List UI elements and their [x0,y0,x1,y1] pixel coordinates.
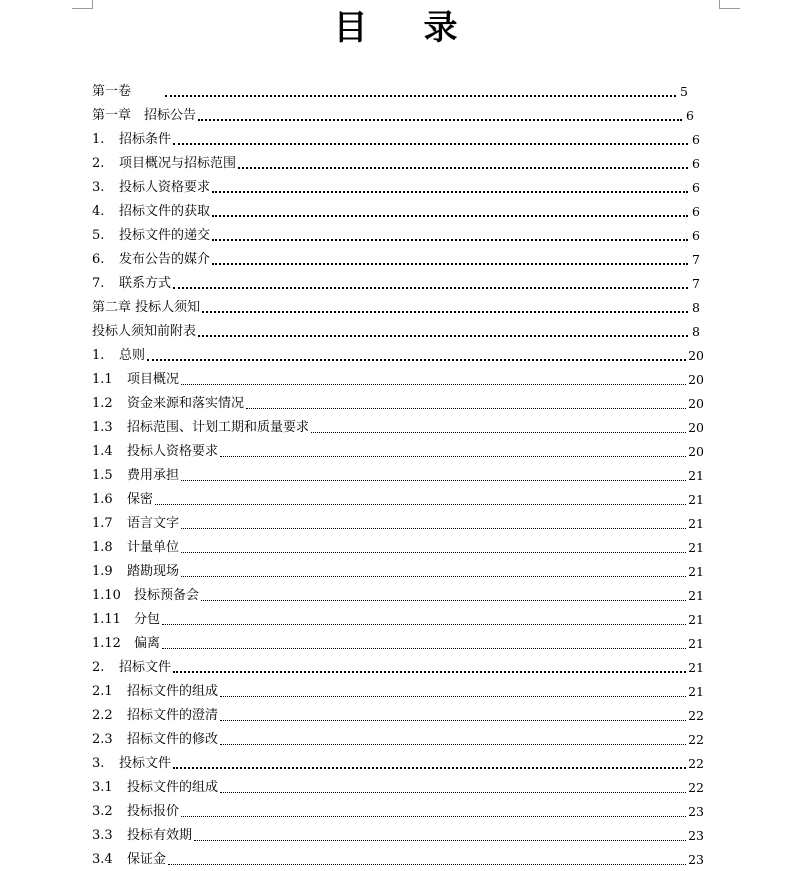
toc-leader-dots [246,408,686,409]
toc-entry-heading [92,659,171,676]
toc-page-number: 23 [688,852,704,867]
toc-entry[interactable] [92,148,704,172]
toc-entry-number: 1.12 [92,636,121,651]
toc-entry-label: 投标文件的组成 [127,780,219,795]
toc-entry-heading [92,395,244,412]
toc-entry-heading [92,611,160,628]
toc-entry-heading [92,539,179,556]
toc-leader-dots [155,504,686,505]
toc-leader-dots [165,95,676,97]
toc-entry-label: 招标文件的获取 [119,204,211,219]
toc-entry-label: 联系方式 [119,276,172,291]
toc-entry-heading [92,707,218,724]
toc-entry-number: 3. [92,180,105,195]
toc-entry-heading [92,731,218,748]
toc-page-number: 6 [692,228,700,243]
toc-entry-number: 1.7 [92,516,113,531]
toc-leader-dots [162,624,686,625]
toc-entry-label: 招标文件的修改 [127,732,219,747]
toc-entry[interactable] [92,244,704,268]
toc-entry[interactable] [92,580,704,604]
toc-leader-dots [181,552,686,553]
toc-entry[interactable] [92,772,704,796]
toc-entry[interactable] [92,412,704,436]
toc-leader-dots [220,720,686,721]
toc-entry[interactable] [92,436,704,460]
toc-entry-number: 1.1 [92,372,113,387]
toc-leader-dots [212,191,688,193]
toc-leader-dots [220,456,686,457]
toc-page-number: 20 [688,372,704,387]
toc-entry-label: 投标报价 [127,804,180,819]
toc-entry-heading [92,275,171,292]
toc-entry-number: 3.3 [92,828,113,843]
toc-page-number: 8 [692,324,700,339]
toc-entry-heading [92,563,179,580]
toc-entry-label: 招标条件 [119,132,172,147]
toc-page-number: 7 [692,252,700,267]
toc-entry-label: 投标人资格要求 [127,444,219,459]
toc-entry-number: 1.10 [92,588,121,603]
toc-leader-dots [173,671,686,673]
toc-entry-number: 2.2 [92,708,113,723]
toc-leader-dots [168,864,686,865]
toc-leader-dots [220,744,686,745]
toc-entry[interactable] [92,100,704,124]
toc-entry-heading [92,347,145,364]
toc-page-number: 20 [688,348,704,363]
toc-entry-label: 分包 [134,612,161,627]
toc-leader-dots [220,696,686,697]
toc-entry-heading [92,131,171,148]
toc-entry-heading [92,299,200,316]
toc-entry-heading [92,803,179,820]
toc-page-number: 21 [688,492,704,507]
toc-entry[interactable] [92,724,704,748]
toc-leader-dots [238,167,688,169]
toc-entry-number: 1.8 [92,540,113,555]
toc-entry[interactable] [92,628,704,652]
toc-entry-heading [92,323,196,340]
toc-entry-heading [92,371,179,388]
toc-entry[interactable] [92,196,704,220]
toc-entry[interactable] [92,748,704,772]
toc-leader-dots [212,263,688,265]
toc-page-number: 21 [688,636,704,651]
toc-page-number: 23 [688,804,704,819]
toc-entry[interactable] [92,76,704,100]
toc-entry[interactable] [92,652,704,676]
toc-page-number: 21 [688,540,704,555]
toc-entry-label: 第一卷 [92,84,132,99]
toc-entry-number: 1.3 [92,420,113,435]
toc-entry[interactable] [92,124,704,148]
toc-entry-label: 偏离 [134,636,161,651]
toc-entry-label: 招标文件的澄清 [127,708,219,723]
toc-entry-number: 4. [92,204,105,219]
toc-leader-dots [202,311,688,313]
toc-leader-dots [201,600,686,601]
toc-entry-heading [92,251,210,268]
toc-entry-label: 招标范围、计划工期和质量要求 [127,420,310,435]
toc-entry-label: 费用承担 [127,468,180,483]
toc-page-number: 23 [688,828,704,843]
toc-entry-label: 总则 [119,348,146,363]
toc-entry-number: 3.1 [92,780,113,795]
toc-entry[interactable] [92,364,704,388]
toc-entry-number: 2. [92,156,105,171]
toc-page-number: 21 [688,684,704,699]
toc-entry-label: 保证金 [127,852,167,867]
toc-leader-dots [162,648,686,649]
toc-leader-dots [181,480,686,481]
toc-entry-heading [92,443,218,460]
toc-page-number: 6 [686,108,694,123]
toc-entry-number: 1.6 [92,492,113,507]
toc-entry-label: 投标人须知前附表 [92,324,197,339]
toc-page-number: 22 [688,756,704,771]
toc-entry-heading [92,587,199,604]
toc-entry-heading [92,83,131,100]
toc-page-number: 21 [688,612,704,627]
toc-entry-heading [92,107,196,124]
toc-entry[interactable] [92,796,704,820]
toc-page-number: 5 [680,84,688,99]
toc-page-number: 21 [688,468,704,483]
toc-entry[interactable] [92,676,704,700]
toc-entry-label: 投标文件的递交 [119,228,211,243]
toc-page-number: 22 [688,780,704,795]
toc-leader-dots [220,792,686,793]
toc-entry-label: 招标文件 [119,660,172,675]
toc-entry-label: 投标文件 [119,756,172,771]
toc-entry-label: 踏勘现场 [127,564,180,579]
toc-entry-number: 1.9 [92,564,113,579]
toc-page-number: 22 [688,708,704,723]
toc-entry-number: 1.2 [92,396,113,411]
toc-entry-number: 1.5 [92,468,113,483]
toc-entry-number: 2. [92,660,105,675]
toc-entry[interactable] [92,340,704,364]
toc-entry-heading [92,227,210,244]
toc-leader-dots [147,359,686,361]
toc-entry-heading [92,419,309,436]
toc-page-number: 20 [688,420,704,435]
toc-page-number: 6 [692,180,700,195]
toc-entry[interactable] [92,388,704,412]
toc-entry-label: 投标人资格要求 [119,180,211,195]
toc-entry-number: 2.1 [92,684,113,699]
toc-entry[interactable] [92,532,704,556]
toc-leader-dots [194,840,686,841]
toc-entry-heading [92,827,192,844]
toc-entry[interactable] [92,844,704,868]
toc-entry-number: 2.3 [92,732,113,747]
toc-entry[interactable] [92,172,704,196]
toc-entry[interactable] [92,556,704,580]
toc-entry[interactable] [92,316,704,340]
toc-entry-label: 投标有效期 [127,828,193,843]
toc-entry[interactable] [92,700,704,724]
toc-entry-number: 1. [92,132,105,147]
toc-entry[interactable] [92,268,704,292]
toc-page-number: 6 [692,132,700,147]
toc-entry[interactable] [92,508,704,532]
toc-leader-dots [198,335,688,337]
toc-leader-dots [198,119,682,121]
toc-title: 目录 [333,8,514,48]
toc-entry-number: 1.11 [92,612,121,627]
toc-leader-dots [181,816,686,817]
toc-entry-label: 投标预备会 [134,588,200,603]
toc-entry-label: 语言文字 [127,516,180,531]
toc-page-number: 8 [692,300,700,315]
toc-leader-dots [181,384,686,385]
toc-entry-number: 5. [92,228,105,243]
toc-entry-heading [92,635,160,652]
toc-entry-number: 7. [92,276,105,291]
toc-leader-dots [311,432,686,433]
toc-entry-heading [92,755,171,772]
toc-entry-heading [92,467,179,484]
toc-leader-dots [181,528,686,529]
toc-entry-number: 3. [92,756,105,771]
toc-entry[interactable] [92,604,704,628]
toc-entry[interactable] [92,484,704,508]
toc-entry-number: 1. [92,348,105,363]
toc-page-number: 20 [688,444,704,459]
toc-page-number: 7 [692,276,700,291]
toc-page-number: 21 [688,660,704,675]
toc-entry-heading [92,179,210,196]
toc-leader-dots [173,287,688,289]
toc-entry-heading [92,851,166,868]
toc-page-number: 22 [688,732,704,747]
toc-entry-heading [92,203,210,220]
toc-page-number: 21 [688,564,704,579]
toc-entry-heading [92,779,218,796]
toc-entry-label: 招标文件的组成 [127,684,219,699]
toc-entry-label: 计量单位 [127,540,180,555]
toc-entry[interactable] [92,460,704,484]
table-of-contents [92,76,704,868]
toc-entry-number: 1.4 [92,444,113,459]
toc-entry-heading [92,515,179,532]
toc-entry-heading [92,491,153,508]
toc-entry-label: 保密 [127,492,154,507]
toc-leader-dots [173,143,688,145]
toc-page-number: 6 [692,156,700,171]
toc-leader-dots [181,576,686,577]
toc-entry-number: 3.2 [92,804,113,819]
toc-entry-label: 第二章 投标人须知 [92,300,201,315]
toc-entry-label: 发布公告的媒介 [119,252,211,267]
toc-entry-label: 项目概况与招标范围 [119,156,237,171]
toc-entry-label: 第一章 招标公告 [92,108,197,123]
toc-entry-heading [92,155,236,172]
toc-entry-number: 6. [92,252,105,267]
toc-entry[interactable] [92,820,704,844]
toc-page-number: 21 [688,588,704,603]
toc-entry[interactable] [92,292,704,316]
toc-leader-dots [212,239,688,241]
toc-entry-label: 资金来源和落实情况 [127,396,245,411]
toc-page-number: 20 [688,396,704,411]
toc-entry-heading [92,683,218,700]
toc-entry-number: 3.4 [92,852,113,867]
toc-page-number: 6 [692,204,700,219]
toc-leader-dots [173,767,686,769]
toc-leader-dots [212,215,688,217]
toc-entry[interactable] [92,220,704,244]
toc-page-number: 21 [688,516,704,531]
toc-entry-label: 项目概况 [127,372,180,387]
